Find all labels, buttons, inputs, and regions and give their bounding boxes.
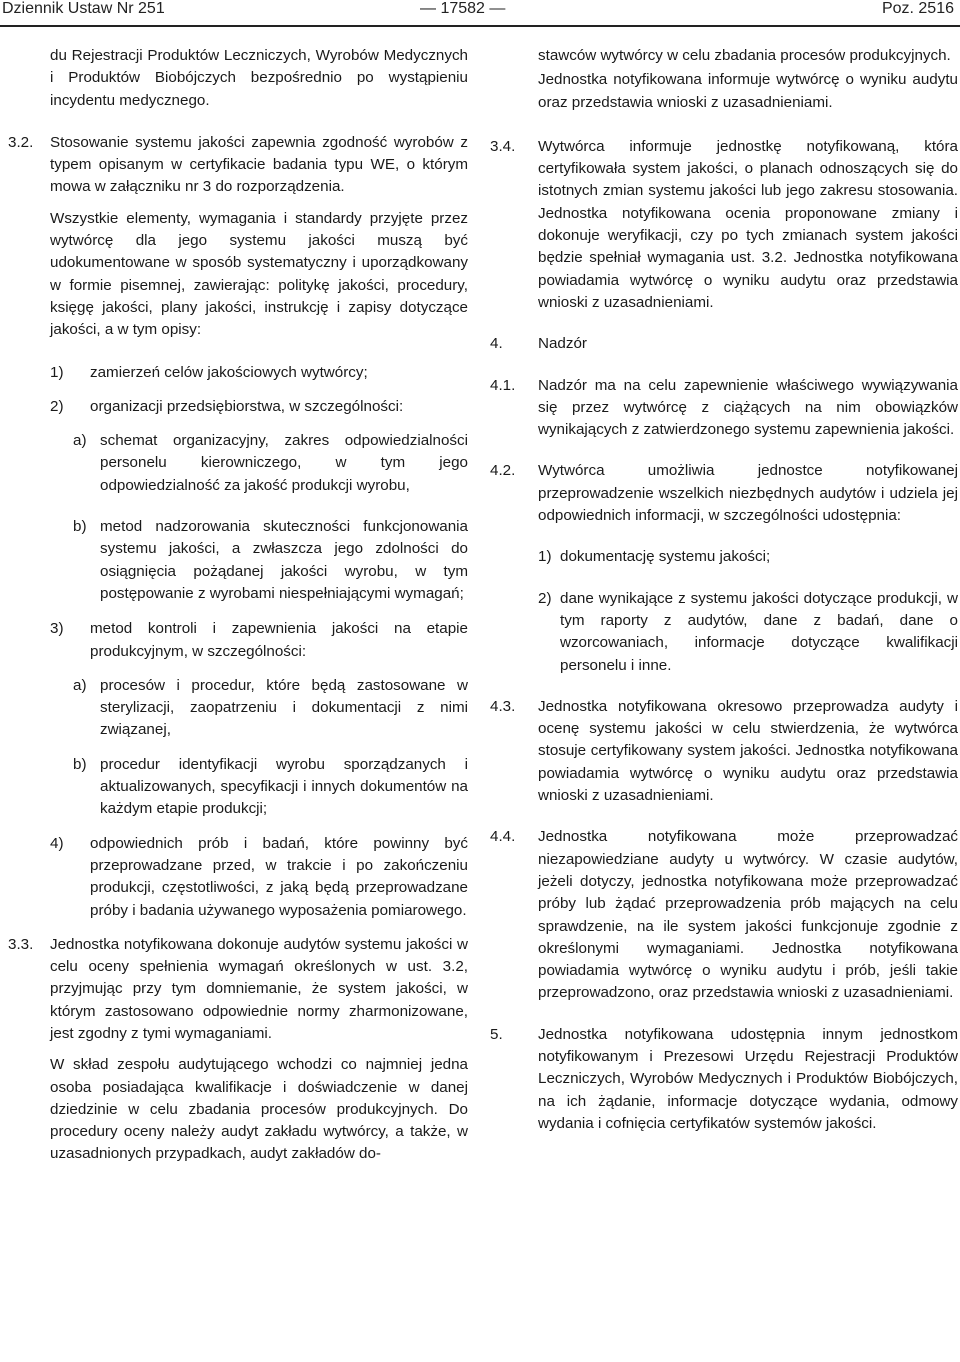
item-text: schemat organizacyjny, zakres odpowiedzialności personelu kierowniczego, w tym jego odpowiedzialność za jakość produkcji wyrobu, xyxy=(100,432,468,494)
sub-item xyxy=(8,516,468,605)
item-letter: a) xyxy=(73,676,87,694)
paragraph: Wszystkie elementy, wymagania i standardy przyjęte przez wytwórcę dla jego systemu jakości muszą być udokumentowane w sposób systematyczny i uporządkowany w formie pisemnej, zawierając: politykę jakości, procedury, księgę jakości, plany jakości, instrukcję i zapisy dotyczące jakości, a w tym opisy: xyxy=(50,209,468,339)
item-text: metod nadzorowania skuteczności funkcjonowania systemu jakości, a zwłaszcza jego zdolności do osiągnięcia pożądanej jakości wyrobu, w tym postępowanie z wyrobami niespełniającymi wymagań; xyxy=(100,518,468,602)
position-number: Poz. 2516 xyxy=(881,0,954,17)
item-text: procedur identyfikacji wyrobu sporządzanych i aktualizowanych, specyfikacji i innych dokumentów na każdym etapie produkcji; xyxy=(100,755,468,818)
section-number: 4.2. xyxy=(490,462,516,480)
section-text: Jednostka notyfikowana okresowo przeprowadza audyty i ocenę systemu jakości w celu stwierdzenia, że wytwórca stosuje certyfikowany system jakości. Jednostka notyfikowana powiadamia wytwórcę o wyniku audytu oraz przedstawia wnioski z uzasadnieniami. xyxy=(538,697,958,805)
list-item xyxy=(8,618,468,663)
section-text: Jednostka notyfikowana dokonuje audytów systemu jakości w celu oceny spełnienia wymagań określonych w ust. 3.2, przyjmując przy tym domniemanie, że system jakości, w którym zastosowano odpowiednie normy zharmonizowane, jest zgodny z tymi wymaganiami. xyxy=(50,935,468,1042)
item-text: metod kontroli i zapewnienia jakości na etapie produkcyjnym, w szczególności: xyxy=(90,620,468,660)
item-text: zamierzeń celów jakościowych wytwórcy; xyxy=(90,363,368,381)
item-letter: b) xyxy=(73,755,87,773)
section-4-2 xyxy=(490,460,958,527)
item-number: 2) xyxy=(50,397,64,415)
paragraph: W skład zespołu audytującego wchodzi co najmniej jedna osoba posiadająca kwalifikacje i doświadczenie w danej dziedzinie w celu zbadania procesów produkcyjnych. Do procedury oceny należy audyt zakładu wytwórcy, a także, w uzasadnionych przypadkach, audyt zakładów do- xyxy=(50,1056,468,1163)
item-number: 1) xyxy=(538,548,552,566)
item-letter: a) xyxy=(73,432,87,450)
section-number: 4.1. xyxy=(490,376,516,394)
page-number: — 17582 — xyxy=(420,0,506,17)
section-text: Jednostka notyfikowana może przeprowadzać niezapowiedziane audyty u wytwórcy. W czasie audytów, jeżeli dotyczy, jednostka notyfikowana może przeprowadzać próby lub żądać przeprowadzenia prób mających na celu sprawdzenie, na ile system jakości funkcjonuje zgodnie z określonymi wymaganiami. Jednostka notyfikowana powiadamia wytwórcę o wyniku audytu i prób, jeśli takie przeprowadzono, oraz przedstawia wnioski z uzasadnieniami. xyxy=(538,828,958,1002)
section-4-heading xyxy=(490,333,958,355)
section-number: 4.3. xyxy=(490,697,516,715)
section-number: 3.2. xyxy=(8,133,34,151)
section-number: 4.4. xyxy=(490,828,516,846)
item-text: dane wynikające z systemu jakości dotyczące produkcji, w tym raporty z audytów, dane z badań, dane o wzorcowaniach, informacje dotyczące kwalifikacji personelu i inne. xyxy=(560,589,958,674)
section-3-4 xyxy=(490,136,958,314)
section-text: Wytwórca umożliwia jednostce notyfikowanej przeprowadzenie wszelkich niezbędnych audytów i udziela jej odpowiednich informacji, w szczególności udostępnia: xyxy=(538,462,958,525)
right-column xyxy=(490,45,958,1135)
sub-item xyxy=(8,675,468,742)
section-text: Wytwórca informuje jednostkę notyfikowaną, która certyfikowała system jakości, o planach odnoszących się do istotnych zmian systemu jakości lub jego zakresu stosowania. Jednostka notyfikowana ocenia proponowane zmiany i dokonuje weryfikacji, czy po tych zmianach system jakości będzie spełniał wymagania ust. 3.2. Jednostka notyfikowana powiadamia wytwórcę o wyniku audytu oraz przedstawia wnioski z uzasadnieniami. xyxy=(538,137,958,311)
item-text: odpowiednich prób i badań, które powinny być przeprowadzane przed, w trakcie i po zakończeniu produkcji, częstotliwości, z jaką będą przeprowadzane próby i badania używanego wyposażenia pomiarowego. xyxy=(90,834,468,919)
item-number: 4) xyxy=(50,834,64,852)
paragraph: du Rejestracji Produktów Leczniczych, Wyrobów Medycznych i Produktów Biobójczych bezpośrednio po wystąpieniu incydentu medycznego. xyxy=(50,47,468,109)
item-text: dokumentację systemu jakości; xyxy=(560,548,771,566)
item-number: 2) xyxy=(538,589,552,607)
section-number: 5. xyxy=(490,1025,503,1043)
list-item xyxy=(8,833,468,922)
item-number: 1) xyxy=(50,363,64,381)
section-4-1 xyxy=(490,375,958,442)
section-text: Stosowanie systemu jakości zapewnia zgodność wyrobów z typem opisanym w certyfikacie badania typu WE, o którym mowa w załączniku nr 3 do rozporządzenia. xyxy=(50,133,468,196)
item-number: 3) xyxy=(50,620,64,638)
section-3-3 xyxy=(8,934,468,1045)
section-text: Nadzór ma na celu zapewnienie właściwego wywiązywania się przez wytwórcę z ciążących na nim obowiązków wynikających z zatwierdzonego systemu zapewnienia jakości. xyxy=(538,376,958,439)
sub-item xyxy=(8,754,468,821)
section-4-4 xyxy=(490,826,958,1004)
sub-item xyxy=(8,430,468,497)
paragraph: Jednostka notyfikowana informuje wytwórcę o wyniku audytu oraz przedstawia wnioski z uzasadnieniami. xyxy=(538,71,958,111)
list-item xyxy=(490,546,958,568)
section-number: 3.4. xyxy=(490,137,516,155)
section-number: 3.3. xyxy=(8,935,34,953)
item-text: organizacji przedsiębiorstwa, w szczególności: xyxy=(90,397,404,415)
section-text: Jednostka notyfikowana udostępnia innym jednostkom notyfikowanym i Prezesowi Urzędu Rejestracji Produktów Leczniczych, Wyrobów Medycznych i Produktów Biobójczych, na ich żądanie, informacje dotyczące wydania, odmowy wydania i cofnięcia certyfikatów systemów jakości. xyxy=(538,1025,958,1132)
section-5 xyxy=(490,1024,958,1135)
list-item xyxy=(8,362,468,384)
section-number: 4. xyxy=(490,335,503,353)
header-rule xyxy=(0,25,960,27)
left-column xyxy=(8,45,468,1166)
item-letter: b) xyxy=(73,518,87,536)
section-3-2 xyxy=(8,132,468,199)
section-4-3 xyxy=(490,696,958,807)
list-item xyxy=(490,588,958,677)
list-item xyxy=(8,396,468,418)
journal-title: Dziennik Ustaw Nr 251 xyxy=(2,0,165,17)
item-text: procesów i procedur, które będą zastosowane w sterylizacji, zaopatrzeniu i dokumentacji z nimi związanej, xyxy=(100,676,468,739)
section-heading: Nadzór xyxy=(538,335,587,353)
page-header xyxy=(0,0,960,22)
paragraph: stawców wytwórcy w celu zbadania procesów produkcyjnych. xyxy=(538,47,951,64)
